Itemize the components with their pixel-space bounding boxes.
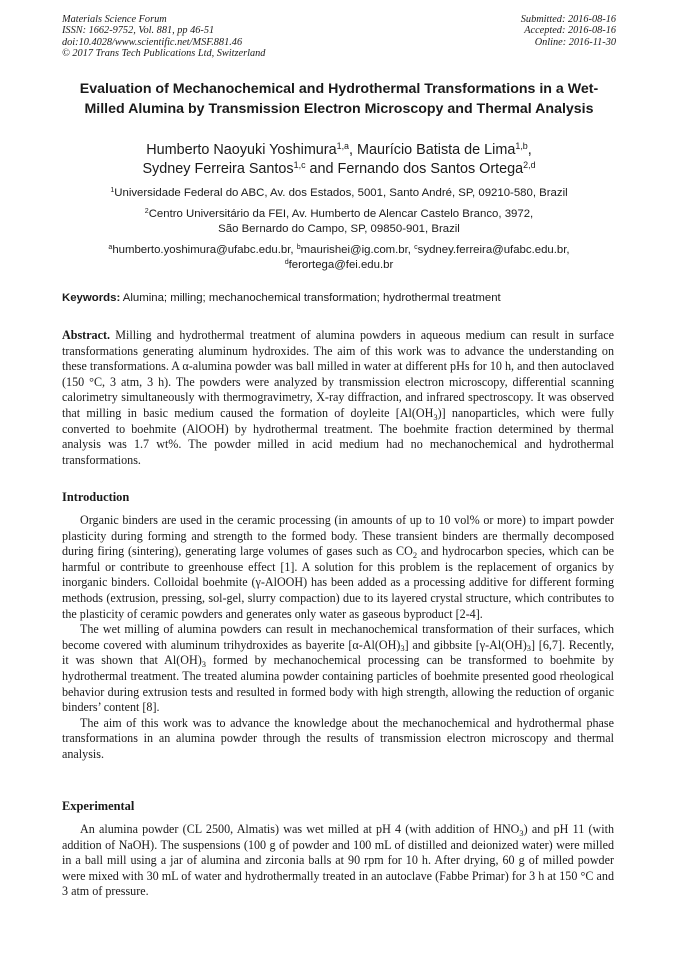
- submission-dates: [521, 14, 616, 48]
- affiliation-2: [62, 207, 616, 237]
- paragraph-text: and hydrocarbon species, which can be harmful or contribute to greenhouse effect [1]. A solution for this problem is the replacement of organics by inorganic binders. Colloidal boehmite (γ-AlOOH) has been added as a processing additive for different forming methods (extrusion, pressing, sol-gel, slurry compaction) due to its layered crystal structure, which contributes to the plasticity of ceramic powders and generates only water as gaseous byproduct [2-4].: [62, 544, 614, 621]
- submitted-date: Submitted: 2016-08-16: [520, 14, 616, 25]
- author-name: Humberto Naoyuki Yoshimura: [146, 142, 337, 158]
- paragraph-text: ) and pH 11 (with addition of NaOH). The suspensions (100 g of powder and 100 mL of distilled and deionized water) were milled in a ball mill using a jar of alumina and zirconia balls at 90 rpm for 10 h. After drying, 60 g of milled powder were mixed with 30 mL of water and hydrothermally treated in an autoclave (Fabbe Primar) for 3 h at 150 °C and 3 atm of pressure.: [62, 822, 614, 899]
- author-superscript: 2,d: [523, 160, 536, 171]
- paragraph-text: Organic binders are used in the ceramic processing (in amounts of up to 10 vol% or more) to impart powder plasticity during forming and strength to the formed body. These transient binders are thermally decomposed during firing (sintering), generating large volumes of gases such as CO: [62, 513, 614, 559]
- journal-info: [62, 14, 265, 59]
- keywords: [62, 291, 616, 306]
- email-link[interactable]: sydney.ferreira@ufabc.edu.br,: [417, 244, 570, 256]
- email-marker: a: [108, 244, 113, 252]
- author-separator: ,: [349, 142, 357, 158]
- author-separator: and: [305, 161, 338, 177]
- email-marker: c: [414, 244, 418, 252]
- affiliation-1: [62, 186, 616, 201]
- author-list: [62, 141, 616, 179]
- author-name: Maurício Batista de Lima: [357, 142, 516, 158]
- abstract-text: )] nanoparticles, which were fully converted to boehmite (AlOOH) by hydrothermal treatment. The boehmite fraction determined by thermal analysis was 1.7 wt%. The powder milled in acid medium had no mechanochemical and hydrothermal transformations.: [62, 405, 614, 467]
- introduction-body: [62, 513, 614, 763]
- section-heading-experimental: Experimental: [62, 799, 135, 813]
- paragraph-text: An alumina powder (CL 2500, Almatis) was wet milled at pH 4 (with addition of HNO: [80, 822, 520, 836]
- subscript: 3: [526, 643, 531, 654]
- paper-title: Evaluation of Mechanochemical and Hydrothermal Transformations in a Wet-Milled Alumina by Transmission Electron Microscopy and Thermal Analysis: [79, 81, 599, 117]
- email-marker: b: [296, 244, 301, 252]
- keywords-label: Keywords:: [62, 292, 121, 304]
- keywords-text: Alumina; milling; mechanochemical transformation; hydrothermal treatment: [120, 292, 501, 304]
- online-date: Online: 2016-11-30: [534, 36, 616, 48]
- paragraph-text: formed by mechanochemical processing can be transformed to boehmite by hydrothermal treatment. The treated alumina powder containing particles of boehmite presented good rheological behavior during extrusion tests and resulted in formed body with high strength, allowing the reduction of organic binders’ content [8].: [62, 653, 614, 715]
- subscript: 3: [433, 411, 438, 422]
- subscript: 3: [519, 827, 524, 838]
- paragraph: [62, 822, 614, 900]
- author-separator: ,: [527, 142, 532, 158]
- subscript: 3: [201, 658, 206, 669]
- affiliation-marker: 2: [144, 208, 149, 216]
- subscript: 2: [412, 549, 418, 560]
- abstract: [62, 328, 614, 468]
- author-name: Fernando dos Santos Ortega: [337, 161, 524, 177]
- paragraph: [62, 513, 614, 622]
- journal-name: Materials Science Forum: [62, 14, 167, 25]
- journal-doi: doi:10.4028/www.scientific.net/MSF.881.46: [62, 36, 243, 48]
- author-name: Sydney Ferreira Santos: [142, 161, 294, 177]
- email-link[interactable]: humberto.yoshimura@ufabc.edu.br,: [112, 244, 297, 256]
- paragraph: [62, 622, 614, 716]
- author-superscript: 1,c: [293, 160, 306, 171]
- section-heading-introduction: Introduction: [62, 490, 130, 504]
- author-superscript: 1,b: [515, 141, 528, 152]
- affiliation-marker: 1: [110, 187, 115, 195]
- abstract-paragraph: [62, 328, 614, 468]
- affiliation-text: Centro Universitário da FEI, Av. Humberto de Alencar Castelo Branco, 3972,: [148, 208, 534, 220]
- paragraph: The aim of this work was to advance the knowledge about the mechanochemical and hydrothermal phase transformations in an alumina powder through the results of transmission electron microscopy and thermal analysis.: [62, 715, 614, 761]
- email-link[interactable]: maurishei@ig.com.br,: [300, 244, 415, 256]
- email-list: [62, 243, 616, 273]
- subscript: 3: [400, 643, 405, 654]
- affiliation-text: São Bernardo do Campo, SP, 09850-901, Brazil: [218, 223, 460, 235]
- journal-copyright: © 2017 Trans Tech Publications Ltd, Switzerland: [62, 47, 266, 59]
- experimental-body: [62, 822, 614, 900]
- abstract-label: Abstract.: [62, 328, 111, 342]
- author-superscript: 1,a: [336, 141, 349, 152]
- paragraph-text: The wet milling of alumina powders can result in mechanochemical transformation of their surfaces, which become covered with aluminum trihydroxides as bayerite [α-Al(OH): [62, 622, 614, 652]
- abstract-text: Milling and hydrothermal treatment of alumina powders in aqueous medium can result in surface transformations generating aluminum hydroxides. The aim of this work was to advance the understanding on these transformations. A α-alumina powder was ball milled in water at different pHs for 10 h, and then autoclaved (150 °C, 3 atm, 3 h). The powders were analyzed by transmission electron microscopy, differential scanning calorimetry simultaneously with thermogravimetry, X-ray diffraction, and infrared spectroscopy. It was observed that milling in basic medium caused the formation of doyleite [Al(OH: [62, 328, 614, 420]
- journal-issn: ISSN: 1662-9752, Vol. 881, pp 46-51: [62, 25, 215, 37]
- paragraph-text: ] and gibbsite [γ-Al(OH): [404, 637, 527, 652]
- paragraph-text: ] [6,7]. Recently, it was shown that Al(OH): [62, 637, 614, 668]
- email-link[interactable]: ferortega@fei.edu.br: [288, 259, 394, 271]
- affiliation-text: Universidade Federal do ABC, Av. dos Estados, 5001, Santo André, SP, 09210-580, Brazil: [114, 187, 568, 199]
- accepted-date: Accepted: 2016-08-16: [524, 25, 616, 37]
- email-marker: d: [284, 259, 289, 267]
